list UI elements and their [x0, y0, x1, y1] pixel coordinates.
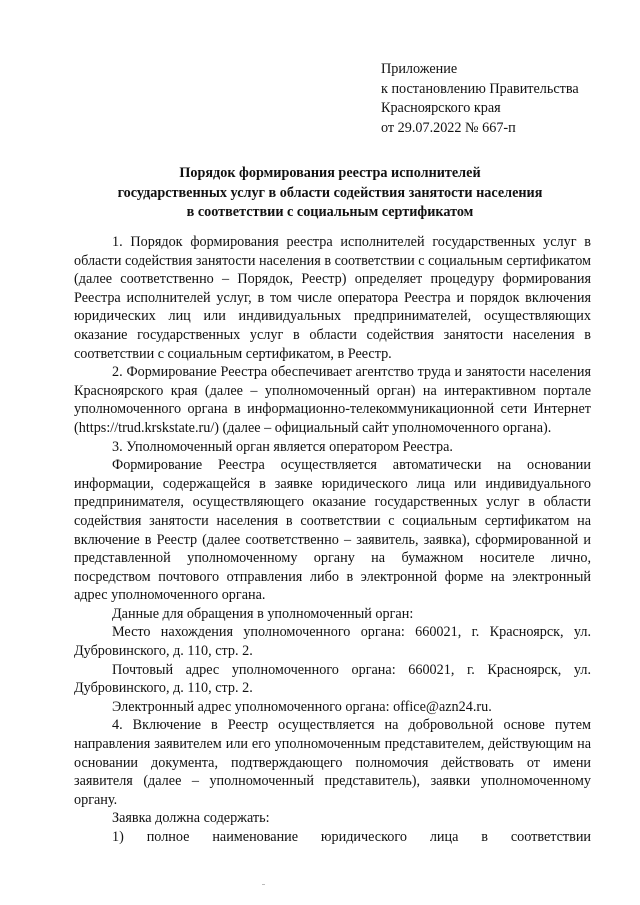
appendix-region: Красноярского края — [381, 100, 501, 116]
paragraph-contact-heading: Данные для обращения в уполномоченный орган: — [112, 605, 414, 622]
paragraph-registry-formation: Формирование Реестра осуществляется автоматически на основании информации, содержащейся в заявке юридического лица или индивидуального предпринимателя, осуществляющего оказание государственных услуг в области содействия занятости населения в соответствии с социальным сертификатом на включение в Реестр (далее соответственно – заявитель, заявка), сформированной и представленной уполномоченному органу на бумажном носителе лично, посредством почтового отправления либо в электронной форме на электронный адрес уполномоченного органа. — [74, 457, 591, 604]
paragraph-2: 2. Формирование Реестра обеспечивает агентство труда и занятости населения Красноярского края (далее – уполномоченный орган) на интерактивном портале уполномоченного органа в информационно-телекоммуникационной сети Интернет (https://trud.krskstate.ru/) (далее – официальный сайт уполномоченного органа). — [74, 364, 591, 436]
page-mark — [262, 884, 265, 885]
paragraph-postal-address: Почтовый адрес уполномоченного органа: 660021, г. Красноярск, ул. Дубровинского, д. 110, стр. 2. — [74, 661, 591, 697]
document-title — [70, 164, 590, 223]
list-item-1: 1) полное наименование юридического лица в соответствии — [112, 829, 591, 845]
document-body — [74, 233, 591, 847]
title-line-1: Порядок формирования реестра исполнителей — [179, 165, 481, 181]
appendix-resolution-ref: к постановлению Правительства — [381, 80, 579, 97]
appendix-date-number: от 29.07.2022 № 667-п — [381, 119, 516, 136]
title-line-2: государственных услуг в области содействия занятости населения — [117, 184, 543, 201]
paragraph-3: 3. Уполномоченный орган является оператором Реестра. — [112, 438, 453, 455]
appendix-header — [381, 60, 631, 138]
paragraph-application-contents: Заявка должна содержать: — [112, 810, 270, 827]
paragraph-1: 1. Порядок формирования реестра исполнителей государственных услуг в области содействия занятости населения в соответствии с социальным сертификатом (далее соответственно – Порядок, Реестр) определяет процедуру формирования Реестра исполнителей услуг, в том числе оператора Реестра и порядок включения юридических лиц или индивидуальных предпринимателей, осуществляющих оказание государственных услуг в области содействия занятости населения в соответствии с социальным сертификатом, в Реестр. — [74, 234, 592, 362]
paragraph-location: Место нахождения уполномоченного органа: 660021, г. Красноярск, ул. Дубровинского, д. 110, стр. 2. — [74, 624, 591, 660]
paragraph-4: 4. Включение в Реестр осуществляется на добровольной основе путем направления заявителем или его уполномоченным представителем, действующим на основании документа, подтверждающего полномочия действовать от имени заявителя (далее – уполномоченный представитель), заявки уполномоченному органу. — [74, 717, 591, 808]
appendix-label: Приложение — [381, 61, 458, 77]
paragraph-email: Электронный адрес уполномоченного органа: office@azn24.ru. — [112, 698, 492, 715]
title-line-3: в соответствии с социальным сертификатом — [186, 204, 474, 220]
